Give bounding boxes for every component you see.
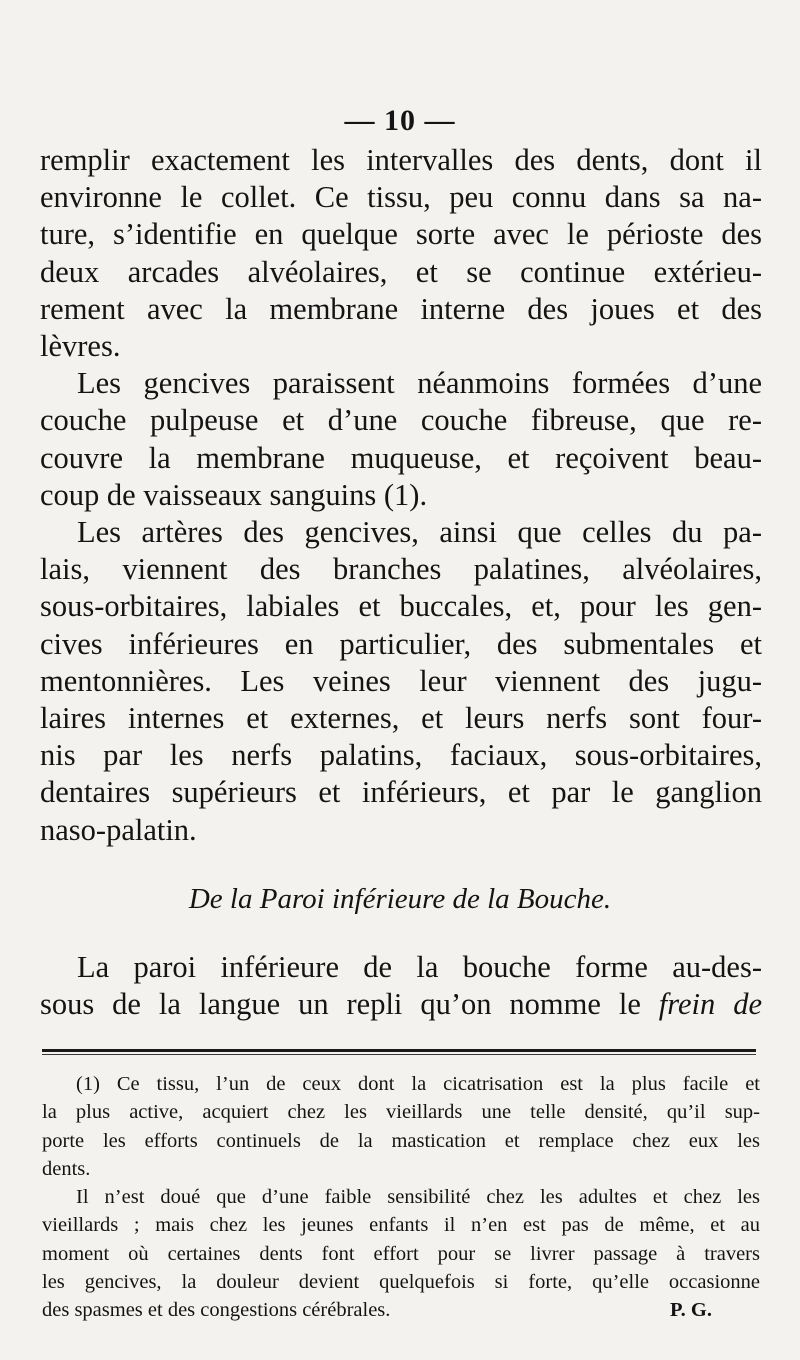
paragraph-4 [40, 949, 762, 1023]
footnote-line: moment où certaines dents font effort pour se livrer passage à travers [42, 1242, 760, 1265]
text-line: deux arcades alvéolaires, et se continue extérieu- [40, 254, 762, 289]
text-line: nis par les nerfs palatins, faciaux, sous-orbitaires, [40, 738, 762, 773]
text-line: rement avec la membrane interne des joues et des [40, 291, 762, 326]
footnote-line: les gencives, la douleur devient quelquefois si forte, qu’elle occasionne [42, 1271, 760, 1294]
footnote-line: des spasmes et des congestions cérébrales. [42, 1299, 391, 1322]
footnote-rule-thin [42, 1054, 756, 1055]
text-line: sous-orbitaires, labiales et buccales, et, pour les gen- [40, 589, 762, 624]
text-line: La paroi inférieure de la bouche forme au-des- [77, 950, 762, 984]
text-line: lèvres. [40, 329, 121, 364]
text-line: couche pulpeuse et d’une couche fibreuse, que re- [40, 403, 762, 438]
footnote-signature: P. G. [670, 1299, 712, 1322]
footnote-rule [42, 1049, 756, 1052]
text-line [40, 986, 762, 1023]
text-line: couvre la membrane muqueuse, et reçoivent beau- [40, 440, 762, 475]
section-heading: De la Paroi inférieure de la Bouche. [188, 883, 612, 915]
footnote-line: la plus active, acquiert chez les vieillards une telle densité, qu’il sup- [42, 1101, 760, 1124]
footnotes [42, 1070, 760, 1325]
text-line: coup de vaisseaux sanguins (1). [40, 477, 428, 512]
text-line: naso-palatin. [40, 812, 197, 847]
text-line: remplir exactement les intervalles des dents, dont il [40, 143, 762, 177]
text-line: cives inférieures en particulier, des submentales et [40, 626, 762, 661]
text-line: Les artères des gencives, ainsi que celles du pa- [77, 515, 762, 550]
paragraph-3 [40, 514, 762, 849]
main-text [40, 142, 762, 849]
text-line: environne le collet. Ce tissu, peu connu dans sa na- [40, 180, 762, 215]
text-line: lais, viennent des branches palatines, alvéolaires, [40, 552, 762, 587]
footnote-line: Il n’est doué que d’une faible sensibilité chez les adultes et chez les [76, 1186, 760, 1209]
text-line: Les gencives paraissent néanmoins formées d’une [77, 366, 762, 401]
text-line: dentaires supérieurs et inférieurs, et par le ganglion [40, 775, 762, 810]
footnote-line: vieillards ; mais chez les jeunes enfants il n’en est pas de même, et au [42, 1214, 760, 1237]
footnote-line: porte les efforts continuels de la mastication et remplace chez eux les [42, 1129, 760, 1152]
text-line: mentonnières. Les veines leur viennent des jugu- [40, 663, 762, 698]
page-number: — 10 — [344, 104, 456, 137]
footnote-1 [42, 1070, 760, 1183]
text-segment: sous de la langue un repli qu’on nomme le [40, 987, 659, 1022]
footnote-closing-line [42, 1296, 760, 1324]
italic-term: frein de [658, 987, 762, 1022]
paragraph-1 [40, 142, 762, 365]
footnote-line: dents. [42, 1157, 91, 1180]
paragraph-2 [40, 365, 762, 514]
text-line: laires internes et externes, et leurs nerfs sont four- [40, 701, 762, 736]
footnote-2 [42, 1183, 760, 1324]
text-line: ture, s’identifie en quelque sorte avec le périoste des [40, 217, 762, 252]
footnote-line: (1) Ce tissu, l’un de ceux dont la cicatrisation est la plus facile et [76, 1073, 760, 1095]
